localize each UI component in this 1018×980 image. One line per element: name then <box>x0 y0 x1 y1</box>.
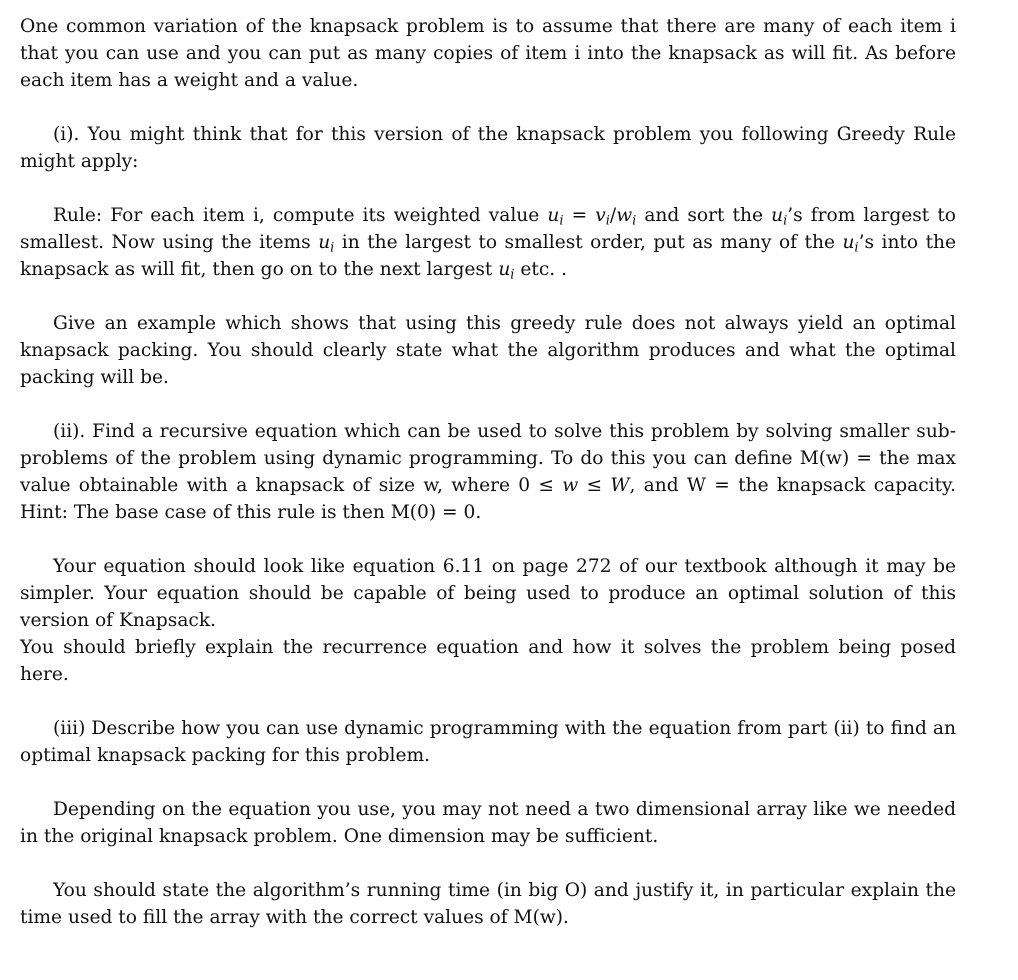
equation-paragraph: Your equation should look like equation 6.11 on page 272 of our textbook although it may be simpler. Your equation should be capable of being used to produce an optimal solution of this version of Knapsack. <box>20 556 956 631</box>
intro-paragraph: One common variation of the knapsack problem is to assume that there are many of each item i that you can use and you can put as many copies of item i into the knapsack as will fit. As before each item has a weight and a value. <box>20 16 956 91</box>
part-iii-paragraph: (iii) Describe how you can use dynamic programming with the equation from part (ii) to find an optimal knapsack packing for this problem. <box>20 718 956 766</box>
spacer <box>20 688 956 715</box>
spacer <box>20 526 956 553</box>
part-i-paragraph: (i). You might think that for this version of the knapsack problem you following Greedy Rule might apply: <box>20 124 956 172</box>
spacer <box>20 769 956 796</box>
spacer <box>20 175 956 202</box>
math-u-i: $u_i$ <box>498 259 515 283</box>
spacer <box>20 391 956 418</box>
problem-document <box>20 13 956 931</box>
example-paragraph: Give an example which shows that using this greedy rule does not always yield an optimal knapsack packing. You should clearly state what the algorithm produces and what the optimal packing will be. <box>20 313 956 388</box>
math-v-over-w: $v_i/w_i$ <box>595 205 637 229</box>
math-u-i: $u_i$ <box>318 232 335 256</box>
dimension-paragraph: Depending on the equation you use, you may not need a two dimensional array like we needed in the original knapsack problem. One dimension may be sufficient. <box>20 799 956 847</box>
greedy-rule-paragraph: Rule: For each item i, compute its weighted value $u_i = v_i/w_i$ and sort the $u_i’s$ from largest to smallest. Now using the items $u_i$ in the largest to smallest order, put as many of the $u_i’s$ into the knapsack as will fit, then go on to the next largest $u_i$ etc. . <box>20 205 957 283</box>
spacer <box>20 283 956 310</box>
spacer <box>20 850 956 877</box>
math-u-i: $u_i$ <box>547 205 564 229</box>
math-u-i: $u_i$ <box>771 205 788 229</box>
spacer <box>20 94 956 121</box>
part-ii-paragraph: (ii). Find a recursive equation which can be used to solve this problem by solving smaller sub-problems of the problem using dynamic programming. To do this you can define M(w) = the max value obtainable with a knapsack of size w, where 0 ≤ w ≤ W, and W = the knapsack capacity. Hint: The base case of this rule is then M(0) = 0. <box>20 421 956 523</box>
runtime-paragraph: You should state the algorithm’s running time (in big O) and justify it, in particular explain the time used to fill the array with the correct values of M(w). <box>20 880 956 928</box>
explain-paragraph: You should briefly explain the recurrence equation and how it solves the problem being posed here. <box>20 637 956 685</box>
math-u-i: $u_i$ <box>842 232 859 256</box>
